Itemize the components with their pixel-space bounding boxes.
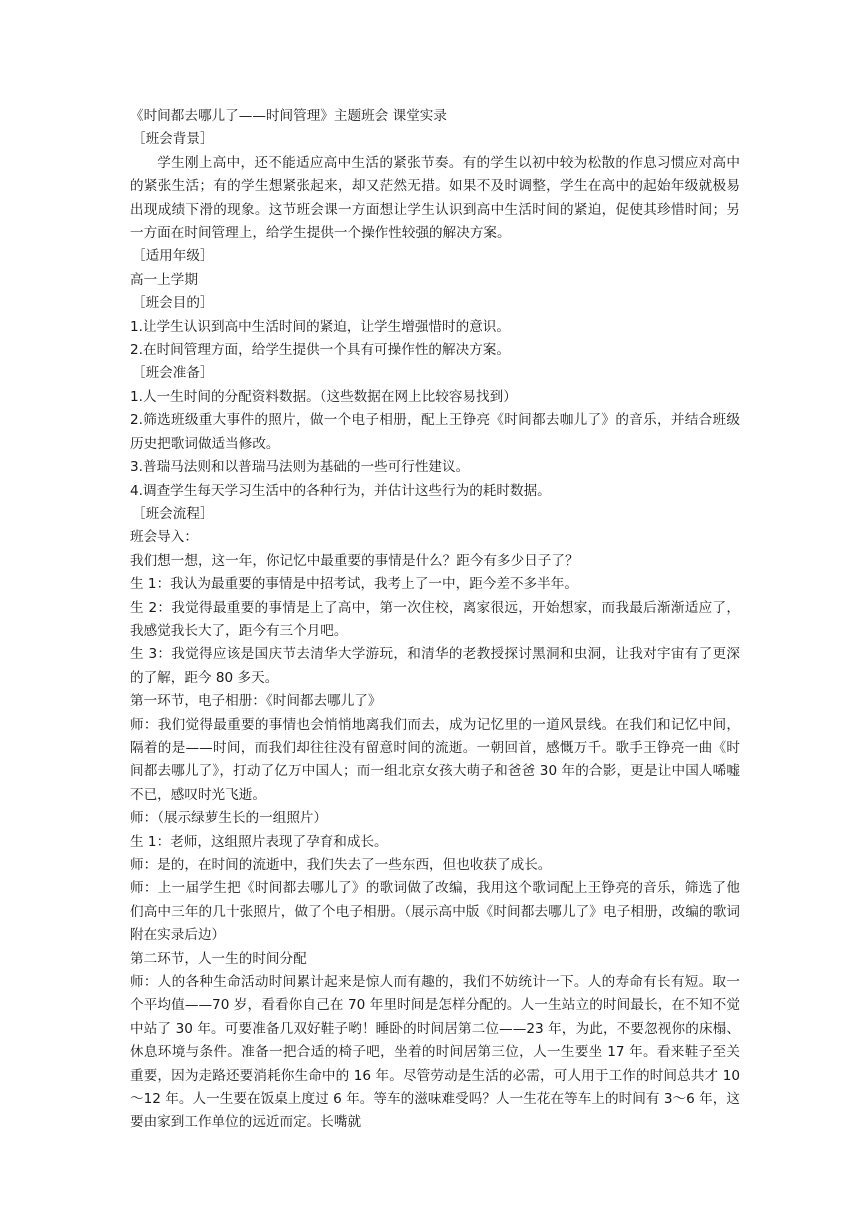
paragraph: 班会导入： [130, 529, 198, 546]
paragraph: 师：上一届学生把《时间都去哪儿了》的歌词做了改编，我用这个歌词配上王铮亮的音乐，筛选了他们高中三年的几十张照片，做了个电子相册。（展示高中版《时间都去哪儿了》电子相册，改编的歌词附在实录后边） [130, 880, 740, 944]
paragraph: 生 1：老师，这组照片表现了孕育和成长。 [130, 833, 388, 850]
section-heading: ［班会背景］ [132, 131, 214, 148]
paragraph: 3.普瑞马法则和以普瑞马法则为基础的一些可行性建议。 [130, 459, 470, 476]
paragraph: 生 1：我认为最重要的事情是中招考试，我考上了一中，距今差不多半年。 [130, 576, 578, 593]
document-page [130, 105, 740, 1135]
paragraph: 师：我们觉得最重要的事情也会悄悄地离我们而去，成为记忆里的一道风景线。在我们和记忆中间，隔着的是——时间，而我们却往往没有留意时间的流逝。一朝回首，感慨万千。歌手王铮亮一曲《时间都去哪儿了》，打动了亿万中国人；而一组北京女孩大萌子和爸爸 30 年的合影，更是让中国人唏嘘不已，感叹时光飞逝。 [130, 716, 740, 803]
section-heading: ［适用年级］ [132, 248, 214, 265]
paragraph: 学生刚上高中，还不能适应高中生活的紧张节奏。有的学生以初中较为松散的作息习惯应对高中的紧张生活；有的学生想紧张起来，却又茫然无措。如果不及时调整，学生在高中的起始年级就极易出现成绩下滑的现象。这节班会课一方面想让学生认识到高中生活时间的紧迫，促使其珍惜时间；另一方面在时间管理上，给学生提供一个操作性较强的解决方案。 [130, 154, 740, 242]
paragraph: 第一环节，电子相册：《时间都去哪儿了》 [130, 693, 382, 710]
section-heading: ［班会准备］ [132, 365, 214, 382]
paragraph: 生 3：我觉得应该是国庆节去清华大学游玩，和清华的老教授探讨黑洞和虫洞，让我对宇宙有了更深的了解，距今 80 多天。 [130, 646, 740, 686]
paragraph: 第二环节，人一生的时间分配 [130, 950, 307, 967]
paragraph: 1.人一生时间的分配资料数据。（这些数据在网上比较容易找到） [130, 388, 517, 405]
paragraph: 我们想一想，这一年，你记忆中最重要的事情是什么？距今有多少日子了？ [130, 552, 579, 569]
document-body [130, 128, 740, 1134]
document-title: 《时间都去哪儿了——时间管理》主题班会 课堂实录 [130, 108, 447, 124]
paragraph: 师：（展示绿萝生长的一组照片） [130, 810, 328, 827]
paragraph: 2.筛选班级重大事件的照片，做一个电子相册，配上王铮亮《时间都去咖儿了》的音乐，并结合班级历史把歌词做适当修改。 [130, 412, 740, 452]
section-heading: ［班会流程］ [132, 505, 214, 522]
paragraph: 师：人的各种生命活动时间累计起来是惊人而有趣的，我们不妨统计一下。人的寿命有长有短。取一个平均值——70 岁，看看你自己在 70 年里时间是怎样分配的。人一生站立的时间最长，在不知不觉中站了 30 年。可要准备几双好鞋子哟！睡卧的时间居第二位——23 年，为此，不要忽视你的床榻、休息环境与条件。准备一把合适的椅子吧，坐着的时间居第三位，人一生要坐 17 年。看来鞋子至关重要，因为走路还要消耗你生命中的 16 年。尽管劳动是生活的必需，可人用于工作的时间总共才 10～12 年。人一生要在饭桌上度过 6 年。等车的滋味难受吗？人一生花在等车上的时间有 3～6 年，这要由家到工作单位的远近而定。长嘴就 [130, 974, 740, 1131]
paragraph: 1.让学生认识到高中生活时间的紧迫，让学生增强惜时的意识。 [130, 318, 510, 335]
paragraph: 生 2：我觉得最重要的事情是上了高中，第一次住校，离家很远，开始想家，而我最后渐渐适应了，我感觉我长大了，距今有三个月吧。 [130, 599, 740, 639]
paragraph: 2.在时间管理方面，给学生提供一个具有可操作性的解决方案。 [130, 342, 510, 359]
paragraph: 4.调查学生每天学习生活中的各种行为，并估计这些行为的耗时数据。 [130, 482, 551, 499]
paragraph: 高一上学期 [130, 271, 198, 288]
section-heading: ［班会目的］ [132, 295, 214, 312]
paragraph: 师：是的，在时间的流逝中，我们失去了一些东西，但也收获了成长。 [130, 857, 552, 873]
